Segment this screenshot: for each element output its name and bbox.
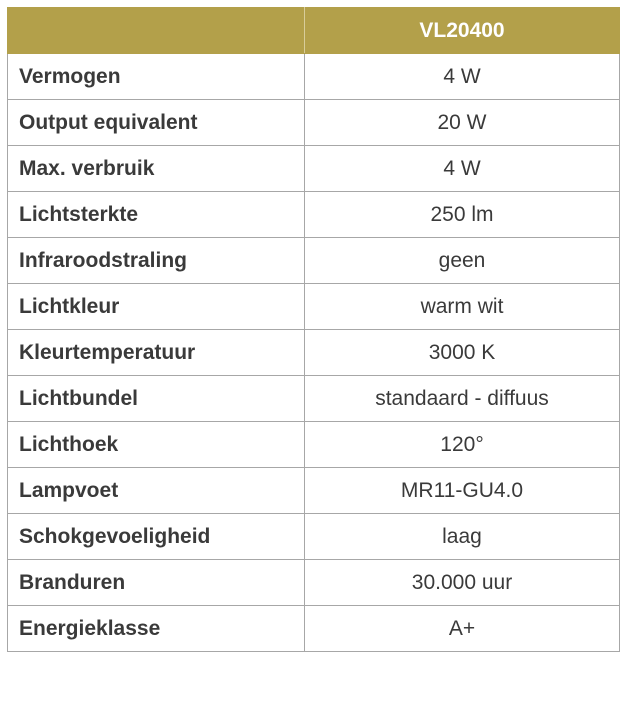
row-label: Schokgevoeligheid bbox=[8, 514, 305, 560]
row-label: Energieklasse bbox=[8, 606, 305, 652]
header-row bbox=[8, 8, 620, 54]
row-value: 30.000 uur bbox=[305, 560, 620, 606]
table-row bbox=[8, 330, 620, 376]
row-label: Infraroodstraling bbox=[8, 238, 305, 284]
table-row bbox=[8, 376, 620, 422]
row-value: 3000 K bbox=[305, 330, 620, 376]
row-label: Output equivalent bbox=[8, 100, 305, 146]
table-row bbox=[8, 284, 620, 330]
row-label: Lichtsterkte bbox=[8, 192, 305, 238]
row-value: 4 W bbox=[305, 54, 620, 100]
row-label: Lichtkleur bbox=[8, 284, 305, 330]
table-row bbox=[8, 192, 620, 238]
row-value: A+ bbox=[305, 606, 620, 652]
row-value: 250 lm bbox=[305, 192, 620, 238]
row-value: standaard - diffuus bbox=[305, 376, 620, 422]
table-header bbox=[8, 8, 620, 54]
row-label: Branduren bbox=[8, 560, 305, 606]
row-label: Max. verbruik bbox=[8, 146, 305, 192]
table-row bbox=[8, 422, 620, 468]
table-row bbox=[8, 100, 620, 146]
row-value: MR11-GU4.0 bbox=[305, 468, 620, 514]
row-value: 120° bbox=[305, 422, 620, 468]
table-row bbox=[8, 238, 620, 284]
header-corner-cell bbox=[8, 8, 305, 54]
table-row bbox=[8, 468, 620, 514]
row-value: geen bbox=[305, 238, 620, 284]
row-value: 4 W bbox=[305, 146, 620, 192]
table-row bbox=[8, 146, 620, 192]
table-row bbox=[8, 606, 620, 652]
row-label: Vermogen bbox=[8, 54, 305, 100]
row-value: laag bbox=[305, 514, 620, 560]
row-label: Lichthoek bbox=[8, 422, 305, 468]
row-label: Kleurtemperatuur bbox=[8, 330, 305, 376]
table-row bbox=[8, 54, 620, 100]
spec-table bbox=[7, 7, 620, 652]
table-row bbox=[8, 514, 620, 560]
table-body bbox=[8, 54, 620, 652]
row-value: 20 W bbox=[305, 100, 620, 146]
row-value: warm wit bbox=[305, 284, 620, 330]
header-model-cell: VL20400 bbox=[305, 8, 620, 54]
table-row bbox=[8, 560, 620, 606]
row-label: Lampvoet bbox=[8, 468, 305, 514]
row-label: Lichtbundel bbox=[8, 376, 305, 422]
